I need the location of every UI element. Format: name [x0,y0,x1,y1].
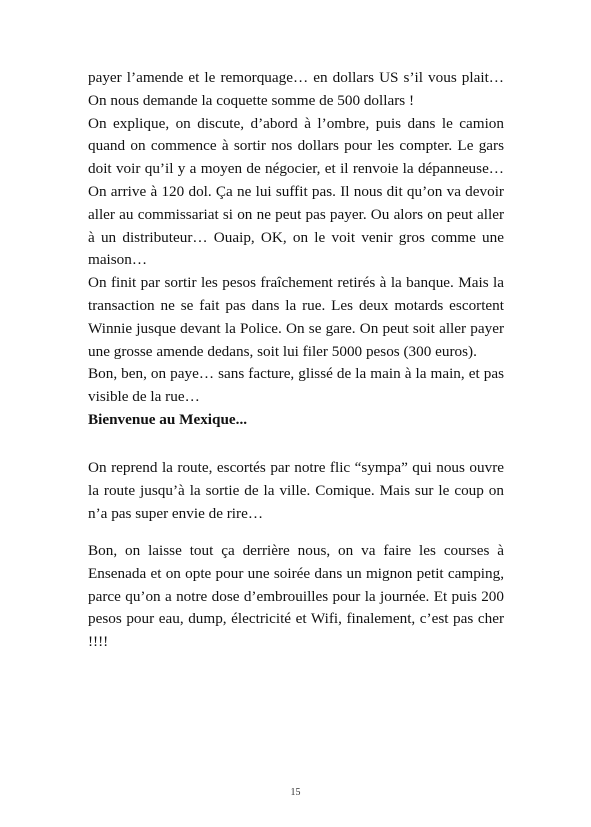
paragraph: payer l’amende et le remorquage… en dollars US s’il vous plait… On nous demande la coquette somme de 500 dollars ! [88,69,504,109]
text-block-2 [88,457,504,525]
text-block-1 [88,67,504,432]
paragraph: On finit par sortir les pesos fraîchement retirés à la banque. Mais la transaction ne se fait pas dans la rue. Les deux motards escortent Winnie jusque devant la Police. On se gare. On peut soit aller payer une grosse amende dedans, soit lui filer 5000 pesos (300 euros). [88,274,504,360]
page-number: 15 [290,787,301,798]
paragraph: Bon, ben, on paye… sans facture, glissé de la main à la main, et pas visible de la rue… [88,365,504,406]
paragraph: Bon, on laisse tout ça derrière nous, on va faire les courses à Ensenada et on opte pour une soirée dans un mignon petit camping, parce qu’on a notre dose d’embrouilles pour la journée. Et puis 200 pesos pour eau, dump, électricité et Wifi, finalement, c’est pas cher !!!! [88,542,504,651]
paragraph: On reprend la route, escortés par notre flic “sympa” qui nous ouvre la route jusqu’à la sortie de la ville. Comique. Mais sur le coup on n’a pas super envie de rire… [88,459,504,522]
text-block-3 [88,540,504,654]
section-heading: Bienvenue au Mexique... [88,410,248,428]
paragraph: On explique, on discute, d’abord à l’ombre, puis dans le camion quand on commence à sortir nos dollars pour les compter. Le gars doit voir qu’il y a moyen de négocier, et il renvoie la dépanneuse… On arrive à 120 dol. Ça ne lui suffit pas. Il nous dit qu’on va devoir aller au commissariat si on ne peut pas payer. Ou alors on peut aller à un distributeur… Ouaip, OK, on le voit venir gros comme une maison… [88,114,504,269]
